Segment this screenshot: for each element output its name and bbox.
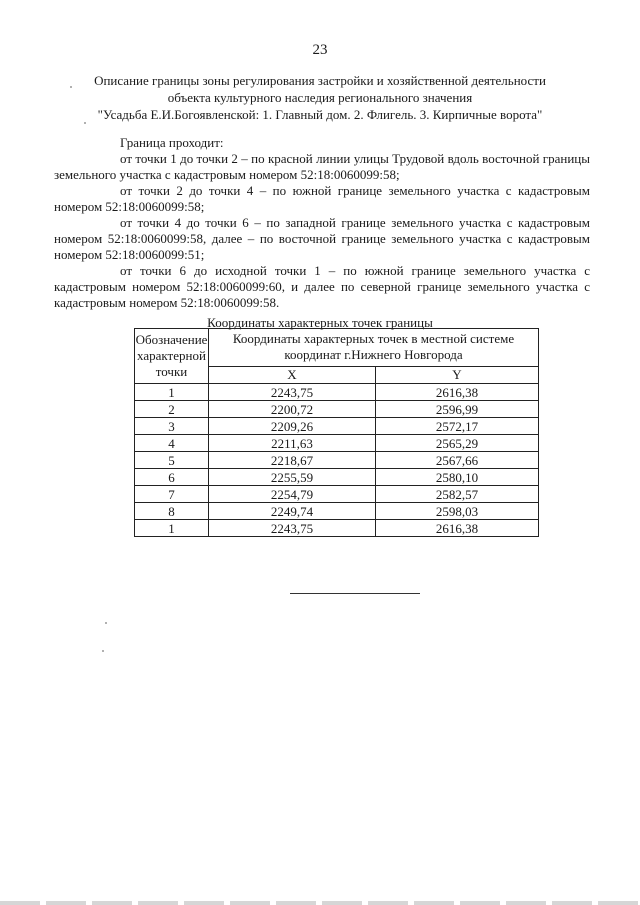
cell-x: 2254,79 — [209, 486, 376, 503]
boundary-segment-3: от точки 4 до точки 6 – по западной границе земельного участка с кадастровым номером 52:18:0060099:58, далее – по восточной границе земельного участка с кадастровым номером 52:18:0060099:51; — [54, 215, 590, 262]
cell-x: 2255,59 — [209, 469, 376, 486]
table-row — [135, 486, 539, 503]
cell-x: 2218,67 — [209, 452, 376, 469]
boundary-description — [54, 135, 590, 311]
cell-x: 2211,63 — [209, 435, 376, 452]
column-header-coordinates: Координаты характерных точек в местной системе координат г.Нижнего Новгорода — [209, 329, 539, 367]
cell-x: 2200,72 — [209, 401, 376, 418]
title-line-3: "Усадьба Е.И.Богоявленской: 1. Главный дом. 2. Флигель. 3. Кирпичные ворота" — [97, 107, 543, 122]
cell-point: 4 — [135, 435, 209, 452]
cell-y: 2567,66 — [376, 452, 539, 469]
cell-point: 2 — [135, 401, 209, 418]
cell-x: 2249,74 — [209, 503, 376, 520]
coordinates-table — [134, 328, 539, 537]
boundary-segment-4: от точки 6 до исходной точки 1 – по южной границе земельного участка с кадастровым номером 52:18:0060099:60, и далее по северной границе земельного участка с кадастровым номером 52:18:0060099:58. — [54, 263, 590, 310]
table-row — [135, 418, 539, 435]
cell-y: 2582,57 — [376, 486, 539, 503]
boundary-segment-1: от точки 1 до точки 2 – по красной линии улицы Трудовой вдоль восточной границы земельного участка с кадастровым номером 52:18:0060099:58; — [54, 151, 590, 182]
title-line-1: Описание границы зоны регулирования застройки и хозяйственной деятельности — [94, 73, 546, 88]
cell-point: 7 — [135, 486, 209, 503]
boundary-segment-2: от точки 2 до точки 4 – по южной границе земельного участка с кадастровым номером 52:18:0060099:58; — [54, 183, 590, 214]
cell-x: 2209,26 — [209, 418, 376, 435]
scan-speck — [70, 86, 72, 88]
cell-point: 8 — [135, 503, 209, 520]
closing-rule — [290, 593, 420, 594]
cell-point: 6 — [135, 469, 209, 486]
document-title — [60, 72, 580, 123]
page-number: 23 — [312, 42, 328, 58]
cell-point: 5 — [135, 452, 209, 469]
table-row — [135, 435, 539, 452]
cell-y: 2565,29 — [376, 435, 539, 452]
table-row — [135, 452, 539, 469]
table-row — [135, 520, 539, 537]
table-row — [135, 384, 539, 401]
cell-y: 2598,03 — [376, 503, 539, 520]
table-row — [135, 469, 539, 486]
column-header-x: X — [209, 366, 376, 383]
cell-x: 2243,75 — [209, 384, 376, 401]
cell-point: 1 — [135, 384, 209, 401]
boundary-intro: Граница проходит: — [120, 135, 224, 150]
cell-point: 3 — [135, 418, 209, 435]
scan-speck — [102, 650, 104, 652]
table-caption: Координаты характерных точек границы — [207, 315, 433, 330]
cell-x: 2243,75 — [209, 520, 376, 537]
column-header-point: Обозначение характерной точки — [135, 329, 209, 384]
cell-y: 2616,38 — [376, 520, 539, 537]
scan-speck — [84, 122, 86, 124]
cell-point: 1 — [135, 520, 209, 537]
cell-y: 2616,38 — [376, 384, 539, 401]
scan-speck — [105, 622, 107, 624]
cell-y: 2596,99 — [376, 401, 539, 418]
cell-y: 2580,10 — [376, 469, 539, 486]
table-row — [135, 503, 539, 520]
cell-y: 2572,17 — [376, 418, 539, 435]
column-header-y: Y — [376, 366, 539, 383]
title-line-2: объекта культурного наследия регионального значения — [167, 90, 473, 105]
table-row — [135, 401, 539, 418]
scan-edge — [0, 901, 640, 905]
